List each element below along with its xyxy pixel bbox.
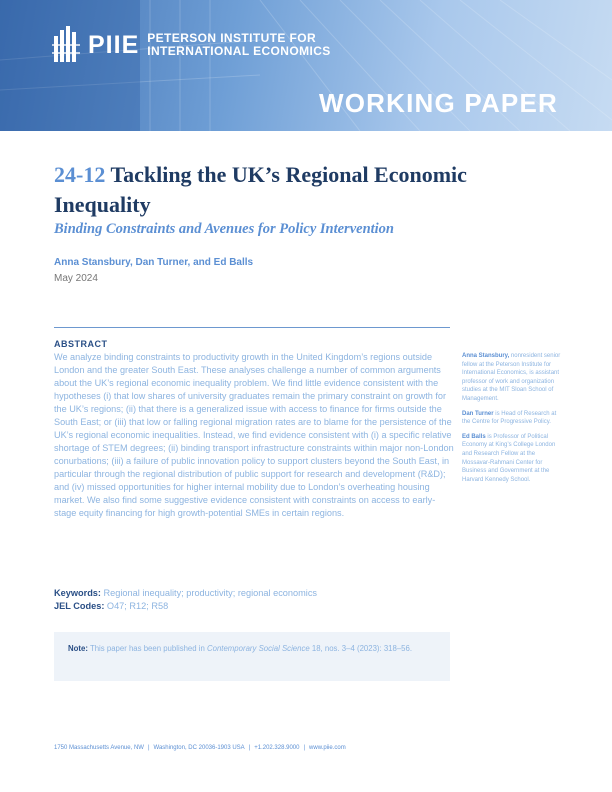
jel-line bbox=[54, 600, 317, 613]
jel-value: O47; R12; R58 bbox=[104, 601, 169, 611]
bio-name: Anna Stansbury, bbox=[462, 353, 510, 359]
institute-name bbox=[147, 32, 330, 58]
footer bbox=[54, 745, 346, 751]
piie-logo-mark-icon bbox=[52, 26, 82, 64]
publication-note bbox=[54, 632, 450, 681]
paper-number: 24-12 bbox=[54, 162, 106, 187]
note-text-before: This paper has been published in bbox=[87, 644, 207, 653]
abstract-text: We analyze binding constraints to productivity growth in the United Kingdom’s regions outside London and the greater South East. These analyses challenge a number of common arguments about the UK’s regional economic inequality problem. We find little evidence consistent with the hypotheses (i) that low shares of university graduates remain the primary constraint on growth for the UK’s regions; (ii) that there is a generalized issue with access to finance for firms outside the South East; or (iii) that low or falling regional migration rates are to blame for the persistence of the UK’s regional economic inequalities. Instead, we find evidence consistent with (i) a specific relative shortage of STEM degrees; (ii) binding transport infrastructure constraints within major non-London conurbations; (iii) a failure of public innovation policy to support clusters beyond the South East, in particular through the regional distribution of public support for research and development (R&D); and (iv) missed opportunities for higher internal mobility due to London’s overheating housing market. We also find some suggestive evidence consistent with constraints on access to early-stage equity financing for high growth-potential SMEs in certain regions. bbox=[54, 352, 454, 518]
footer-website-link[interactable]: www.piie.com bbox=[309, 745, 346, 751]
footer-separator: | bbox=[303, 745, 306, 751]
bio-stansbury bbox=[462, 352, 562, 404]
paper-date: May 2024 bbox=[54, 273, 98, 284]
footer-address: 1750 Massachusetts Avenue, NW bbox=[54, 745, 144, 751]
paper-metadata bbox=[54, 587, 317, 613]
author-bios bbox=[462, 352, 562, 490]
keywords-label: Keywords: bbox=[54, 588, 101, 598]
series-label: WORKING PAPER bbox=[318, 88, 558, 118]
logo-wordmark: PIIE bbox=[88, 30, 140, 59]
footer-city: Washington, DC 20036-1903 USA bbox=[153, 745, 245, 751]
piie-logo[interactable] bbox=[52, 26, 331, 64]
institute-line-1: PETERSON INSTITUTE FOR bbox=[147, 31, 317, 45]
footer-separator: | bbox=[248, 745, 251, 751]
bio-text: is Head of Research at the Centre for Progressive Policy. bbox=[462, 410, 557, 426]
divider bbox=[54, 327, 450, 328]
keywords-line bbox=[54, 587, 317, 600]
jel-label: JEL Codes: bbox=[54, 601, 105, 611]
paper-title-text: Tackling the UK’s Regional Economic Inequality bbox=[54, 162, 467, 217]
institute-line-2: INTERNATIONAL ECONOMICS bbox=[147, 44, 331, 58]
paper-authors: Anna Stansbury, Dan Turner, and Ed Balls bbox=[54, 257, 254, 268]
paper-subtitle: Binding Constraints and Avenues for Policy Intervention bbox=[54, 221, 394, 237]
header-banner bbox=[0, 0, 612, 131]
bio-name: Ed Balls bbox=[462, 433, 486, 440]
abstract-heading: ABSTRACT bbox=[54, 339, 108, 349]
bio-turner bbox=[462, 410, 562, 427]
note-text-after: 18, nos. 3–4 (2023): 318–56. bbox=[309, 644, 413, 653]
footer-separator: | bbox=[147, 745, 150, 751]
paper-title bbox=[54, 160, 474, 220]
bio-text: is Professor of Political Economy at King’s College London and Research Fellow at the Mossavar-Rahmani Center for Business and Government at the Harvard Kennedy School. bbox=[462, 433, 556, 483]
keywords-value: Regional inequality; productivity; regional economics bbox=[100, 588, 318, 598]
footer-phone[interactable]: +1.202.328.9000 bbox=[254, 745, 300, 751]
bio-balls bbox=[462, 433, 562, 485]
note-label: Note: bbox=[68, 644, 88, 653]
bio-text: nonresident senior fellow at the Peterson Institute for International Economics, is assistant professor of work and organization studies at the MIT Sloan School of Management. bbox=[462, 353, 561, 402]
journal-name[interactable]: Contemporary Social Science bbox=[207, 644, 310, 653]
bio-name: Dan Turner bbox=[462, 410, 494, 417]
